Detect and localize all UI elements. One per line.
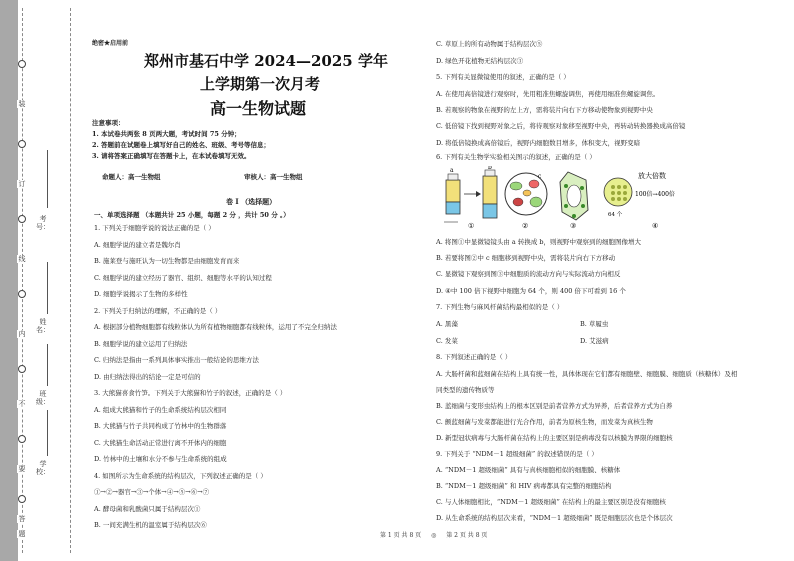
seal-char: 装 [18,100,26,108]
subject-title: 高一生物试题 [210,99,307,118]
question-line: 同类型的遗传物质等 [436,386,495,394]
seal-char: 不 [18,400,26,408]
zoom-title: 放大倍数 [638,172,666,180]
question-line: 9. 下列关于 “NDM－1 超级细菌” 的叙述错误的是（ ） [436,450,598,458]
cut-line-inner [70,8,71,553]
question-line: D. 从生命系统的结构层次来看，“NDM－1 超级细菌” 既是细胞层次也是个体层次 [436,514,673,522]
zoom-value: 100倍→400倍 [635,191,675,198]
question-line: C. 发菜 [436,337,458,345]
question-line: 5. 下列有关显微镜使用的叙述，正确的是（ ） [436,73,570,81]
binding-circle [18,60,26,68]
magnification-diagram [604,171,675,230]
school-label: 学校： [36,460,50,476]
exam-title-line1: 郑州市基石中学 2024—2025 学年 [144,52,388,70]
question-line: B. 大熊猫与竹子共同构成了竹林中的生物群落 [94,422,227,430]
question-line: C. 细胞学说的建立经历了器官、组织、细胞等水平的认知过程 [94,273,272,282]
question-line: A. 根据部分植物细胞都有线粒体认为所有植物细胞都有线粒体，运用了不完全归纳法 [94,323,337,331]
question-line: B. 若要将图②中 c 细胞移到视野中央，需将装片向右下方移动 [436,254,616,262]
page-number-1: 第 1 页 共 8 页 [380,532,422,539]
seal-char: 要 [18,465,26,473]
question-line: 8. 下列叙述正确的是（ ） [436,353,512,361]
question-line: 7. 下列生物与麻风杆菌结构最相似的是（ ） [436,303,564,311]
question-line: ①→②→器官→③→个体→④→⑤→⑥→⑦ [94,488,210,496]
question-line: D. ④中 100 倍下视野中细胞为 64 个，则 400 倍下可看到 16 个 [436,287,626,295]
question-line: B. 细胞学说的建立运用了归纳法 [94,339,188,348]
binding-circle [18,435,26,443]
question-line: D. 绿色开花植物无结构层次③ [436,57,524,65]
question-line: 3. 大熊猫喜食竹笋。下列关于大熊猫和竹子的叙述，正确的是（ ） [94,389,287,397]
question-line: 6. 下列有关生物学实验相关图示的叙述，正确的是（ ） [436,153,596,161]
section-title: 一、单项选择题 （本题共计 25 小题，每题 2 分 ，共计 50 分 。） [94,211,290,219]
question-line: A. 在使用高倍镜进行观察时，先用粗准焦螺旋调焦，再使用细准焦螺旋调焦。 [436,90,660,98]
school-line[interactable] [47,410,48,456]
fig-num-4: ④ [652,222,659,230]
question-line: A. 将图①中显微镜镜头由 a 转换成 b，则视野中观察到的细胞图像增大 [436,238,642,246]
binding-strip [0,0,84,561]
label-b: b [488,166,492,171]
question-line: B. 草履虫 [580,320,609,328]
fig-num-2: ② [522,222,529,230]
question-line: B. 施莱登与施旺认为一切生物都是由细胞发育而来 [94,257,240,265]
question-line: B. 蓝细菌与变形虫结构上的根本区别是前者营养方式为异养，后者营养方式为自养 [436,402,673,410]
name-line[interactable] [47,262,48,314]
question-line: 4. 如图所示为生命系统的结构层次，下列叙述正确的是（ ） [94,471,267,480]
question-line: C. 归纳法是指由一系列具体事实推出一般结论的思维方法 [94,356,259,364]
notes-item: 1. 本试卷共两张 8 页两大题，考试时间 75 分钟； [92,130,241,138]
chloroplast-cell-diagram [560,172,588,230]
exam-no-label: 考号： [36,215,50,231]
seal-char: 订 [18,180,26,188]
seal-char: 内 [18,330,26,338]
binding-circle [18,140,26,148]
question-line: C. 颤蓝细菌与发菜都能进行光合作用，前者为原核生物，而发菜为真核生物 [436,418,653,426]
question-line: A. 组成大熊猫和竹子的生命系统结构层次相同 [94,405,227,414]
question-line: D. 新型冠状病毒与大肠杆菌在结构上的主要区别是病毒没有以核膜为界限的细胞核 [436,434,673,442]
exam-title-line2: 上学期第一次月考 [200,75,321,93]
binding-circle [18,365,26,373]
name-label: 姓名： [36,318,50,334]
class-label: 班级： [36,390,50,406]
binding-circle [18,290,26,298]
secret-mark: 绝密★启用前 [92,40,129,47]
question-line: C. 显微镜下观察到图③中细胞质的流动方向与实际流动方向相反 [436,270,621,278]
question-line: C. 与人体细胞相比，“NDM－1 超级细菌” 在结构上的最主要区别是没有细胞核 [436,498,666,506]
question-line: D. 细胞学说揭示了生物的多样性 [94,290,188,298]
seal-char: 答 [18,515,26,523]
cell-field-diagram [505,173,547,230]
reviewer-line: 审核人：高一生物组 [244,173,303,181]
question-line: 1. 下列关于细胞学说的说法正确的是（ ） [94,224,215,232]
question-line: D. 竹林中的土壤和水分不参与生命系统的组成 [94,455,227,463]
label-a: a [450,167,454,174]
page-number-2: 第 2 页 共 8 页 [446,532,488,539]
question-line: D. 将低倍镜换成高倍镜后，视野内细胞数目增多，体积变大，视野变暗 [436,139,641,147]
fig-num-1: ① [468,222,475,230]
binding-circle [18,215,26,223]
question-line: C. 草原上的所有动物属于结构层次⑤ [436,40,543,48]
question-line: B. 若观察的物象在视野的左上方，需将装片向右下方移动使物象到视野中央 [436,106,653,114]
question-line: A. 细胞学说的建立者是魏尔肖 [94,240,181,249]
question-line: A. 大肠杆菌和蓝细菌在结构上具有统一性，具体体现在它们都有细胞壁、细胞膜、细胞质（核糖体）及相 [436,370,738,378]
notes-item: 3. 请将答案正确填写在答题卡上，在本试卷填写无效。 [92,152,251,160]
part1-title: 卷 I （选择题） [226,197,277,206]
cell-count-label: 64 个 [608,212,623,218]
notes-heading: 注意事项： [92,119,125,127]
author-line: 命题人：高一生物组 [102,173,161,181]
question-line: 2. 下列关于归纳法的理解，不正确的是（ ） [94,306,222,315]
objective-lens-diagram [444,166,497,230]
fig-num-3: ③ [570,222,577,230]
notes-item: 2. 答题前在试题卷上填写好自己的姓名、班级、考号等信息； [92,141,271,149]
question-line: A. “NDM－1 超级细菌” 具有与真核细胞相似的细胞膜、核糖体 [436,466,621,474]
question-line: A. 酵母菌和乳酸菌只属于结构层次① [94,504,201,513]
binding-circle [18,495,26,503]
question-line: C. 低倍镜下找到视野对象之后，将待观察对象移至视野中央，再转动转换器换成高倍镜 [436,122,686,130]
q6-figure [438,166,688,230]
page-footer [380,530,487,539]
footer-separator: ◎ [431,532,437,539]
question-line: A. 黑藻 [436,320,458,328]
question-line: B. 一间充满生机的温室属于结构层次⑥ [94,521,207,529]
exam-no-line[interactable] [47,150,48,208]
seal-char: 题 [18,530,26,538]
question-line: D. 由归纳法得出的结论一定是可信的 [94,372,201,381]
class-line[interactable] [47,344,48,386]
seal-char: 线 [18,255,26,263]
question-line: C. 大熊猫生命活动正常进行离不开体内的细胞 [94,438,227,447]
question-line: D. 艾滋病 [580,337,609,345]
binding-gray-band [0,0,18,561]
label-c: c [538,173,542,180]
question-line: B. “NDM－1 超级细菌” 和 HIV 病毒都具有完整的细胞结构 [436,482,612,490]
